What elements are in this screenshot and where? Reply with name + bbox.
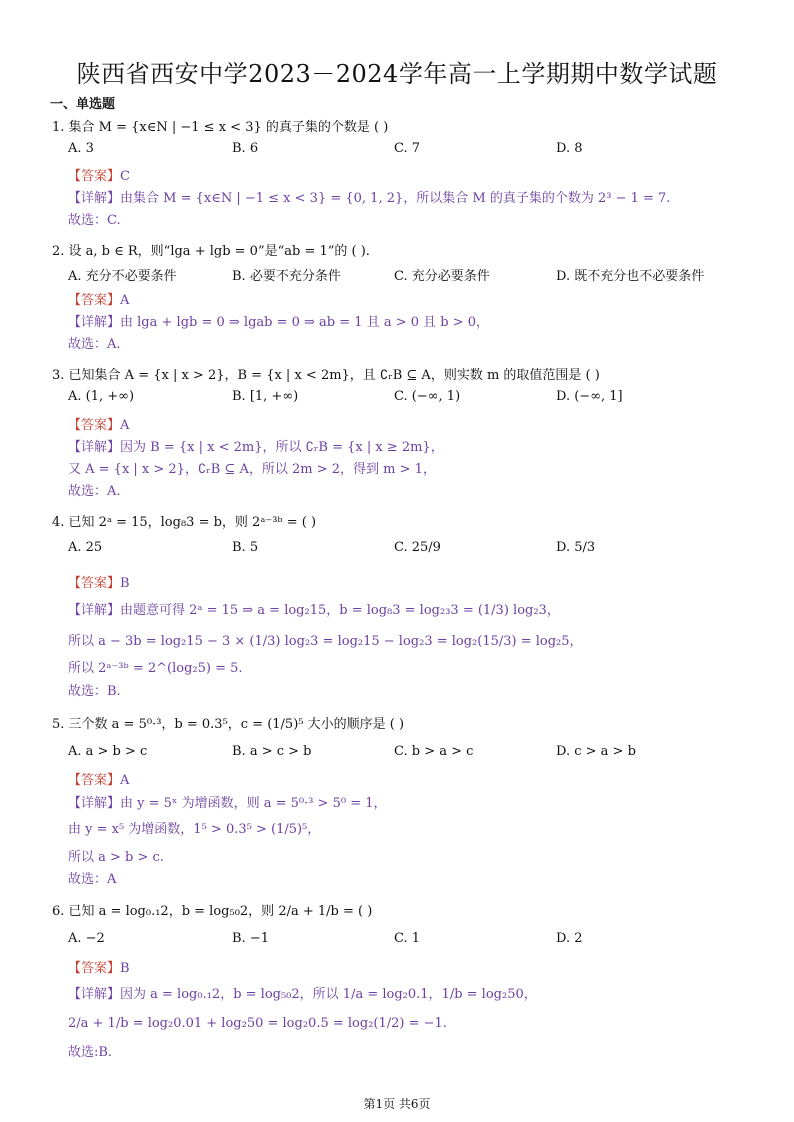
q6-answer — [68, 957, 130, 976]
q6-detail-1 — [68, 983, 537, 1002]
detail-text: 因为 B = {x | x < 2m}，所以 ∁ᵣB = {x | x ≥ 2m}， — [120, 440, 444, 455]
q3-option-b: B. [1, +∞) — [232, 389, 299, 404]
answer-tag: 【答案】 — [68, 418, 121, 433]
q4-detail-4: 故选：B. — [68, 684, 121, 699]
q5-detail-1 — [68, 792, 387, 811]
q5-detail-2: 由 y = x⁵ 为增函数，1⁵ > 0.3⁵ > (1/5)⁵， — [68, 822, 321, 837]
q2-option-a: A. 充分不必要条件 — [68, 269, 177, 284]
q2-detail-2: 故选：A. — [68, 337, 121, 352]
answer-value: C — [120, 169, 130, 184]
q2-option-d: D. 既不充分也不必要条件 — [556, 269, 705, 284]
q1-option-b: B. 6 — [232, 141, 259, 156]
question-3-stem: 3. 已知集合 A = {x | x > 2}，B = {x | x < 2m}，且 ∁ᵣB ⊆ A，则实数 m 的取值范围是 ( ) — [52, 368, 600, 383]
q3-answer — [68, 414, 129, 433]
answer-value: B — [120, 576, 130, 591]
question-6-stem: 6. 已知 a = log₀.₁2，b = log₅₀2，则 2/a + 1/b = ( ) — [52, 904, 373, 919]
q4-detail-3: 所以 2ᵃ⁻³ᵇ = 2^(log₂5) = 5. — [68, 661, 243, 676]
q1-option-d: D. 8 — [556, 141, 583, 156]
q5-answer — [68, 769, 129, 788]
q1-detail-2: 故选：C. — [68, 213, 121, 228]
answer-tag: 【答案】 — [68, 773, 121, 788]
detail-tag: 【详解】 — [68, 987, 121, 1002]
q3-detail-2: 又 A = {x | x > 2}，∁ᵣB ⊆ A，所以 2m > 2，得到 m > 1， — [68, 462, 436, 477]
q6-detail-3: 故选:B. — [68, 1045, 113, 1060]
q1-detail-1 — [68, 187, 670, 206]
q3-detail-1 — [68, 436, 444, 455]
q2-option-b: B. 必要不充分条件 — [232, 269, 341, 284]
detail-tag: 【详解】 — [68, 796, 121, 811]
q6-detail-2: 2/a + 1/b = log₂0.01 + log₂50 = log₂0.5 = log₂(1/2) = −1. — [68, 1016, 447, 1031]
q5-option-d: D. c > a > b — [556, 744, 636, 759]
q1-option-c: C. 7 — [394, 141, 421, 156]
question-2-stem: 2. 设 a, b ∈ R，则“lga + lgb = 0”是“ab = 1”的 ( ). — [52, 244, 370, 259]
q6-option-b: B. −1 — [232, 931, 269, 946]
q2-answer — [68, 289, 129, 308]
page-footer: 第1页 共6页 — [363, 1097, 431, 1111]
answer-value: A — [120, 418, 130, 433]
q2-option-c: C. 充分必要条件 — [394, 269, 490, 284]
detail-tag: 【详解】 — [68, 603, 121, 618]
answer-tag: 【答案】 — [68, 169, 121, 184]
q3-option-a: A. (1, +∞) — [68, 389, 135, 404]
detail-text: 由集合 M = {x∈N | −1 ≤ x < 3} = {0, 1, 2}，所以集合 M 的真子集的个数为 2³ − 1 = 7. — [120, 191, 671, 206]
q6-option-d: D. 2 — [556, 931, 583, 946]
q4-option-c: C. 25/9 — [394, 540, 441, 555]
q5-option-c: C. b > a > c — [394, 744, 474, 759]
answer-tag: 【答案】 — [68, 576, 121, 591]
answer-value: B — [120, 961, 130, 976]
q6-option-a: A. −2 — [68, 931, 105, 946]
detail-tag: 【详解】 — [68, 315, 121, 330]
q3-option-d: D. (−∞, 1] — [556, 389, 623, 404]
q5-option-a: A. a > b > c — [68, 744, 148, 759]
q4-detail-2: 所以 a − 3b = log₂15 − 3 × (1/3) log₂3 = log₂15 − log₂3 = log₂(15/3) = log₂5， — [68, 634, 583, 649]
q5-detail-4: 故选：A — [68, 872, 117, 887]
q4-option-a: A. 25 — [68, 540, 103, 555]
page-title: 陕西省西安中学2023－2024学年高一上学期期中数学试题 — [76, 60, 718, 88]
q4-detail-1 — [68, 599, 560, 618]
q5-option-b: B. a > c > b — [232, 744, 312, 759]
detail-text: 由 lga + lgb = 0 ⇒ lgab = 0 ⇒ ab = 1 且 a > 0 且 b > 0， — [120, 315, 490, 330]
question-4-stem: 4. 已知 2ᵃ = 15，log₈3 = b，则 2ᵃ⁻³ᵇ = ( ) — [52, 515, 317, 530]
q3-detail-3: 故选：A. — [68, 484, 121, 499]
q4-answer — [68, 572, 130, 591]
question-1-stem: 1. 集合 M = {x∈N | −1 ≤ x < 3} 的真子集的个数是 ( ) — [52, 120, 389, 135]
q3-option-c: C. (−∞, 1) — [394, 389, 461, 404]
q1-option-a: A. 3 — [68, 141, 94, 156]
detail-tag: 【详解】 — [68, 191, 121, 206]
detail-tag: 【详解】 — [68, 440, 121, 455]
q5-detail-3: 所以 a > b > c. — [68, 850, 164, 865]
q2-detail-1 — [68, 311, 489, 330]
answer-value: A — [120, 773, 130, 788]
detail-text: 因为 a = log₀.₁2，b = log₅₀2，所以 1/a = log₂0.1，1/b = log₂50， — [120, 987, 537, 1002]
q4-option-b: B. 5 — [232, 540, 259, 555]
answer-tag: 【答案】 — [68, 293, 121, 308]
detail-text: 由 y = 5ˣ 为增函数，则 a = 5⁰·³ > 5⁰ = 1， — [120, 796, 387, 811]
q6-option-c: C. 1 — [394, 931, 421, 946]
detail-text: 由题意可得 2ᵃ = 15 ⇒ a = log₂15，b = log₈3 = log₂₃3 = (1/3) log₂3， — [120, 603, 560, 618]
question-5-stem: 5. 三个数 a = 5⁰·³，b = 0.3⁵，c = (1/5)⁵ 大小的顺序是 ( ) — [52, 717, 405, 732]
q4-option-d: D. 5/3 — [556, 540, 596, 555]
answer-value: A — [120, 293, 130, 308]
answer-tag: 【答案】 — [68, 961, 121, 976]
q1-answer — [68, 165, 130, 184]
section-heading: 一、单选题 — [50, 97, 116, 112]
